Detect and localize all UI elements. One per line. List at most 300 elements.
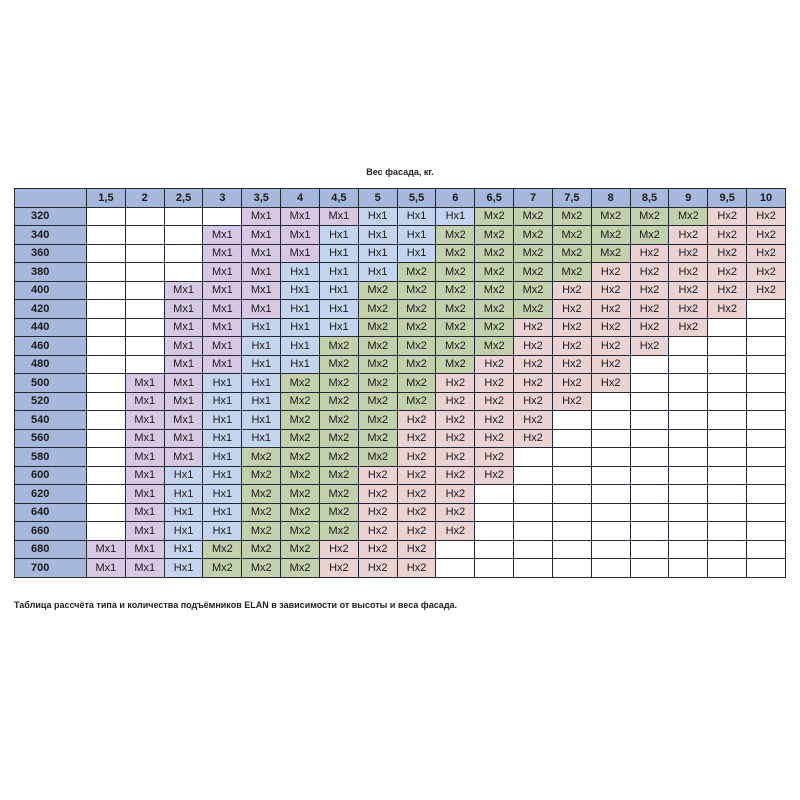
table-cell: Hx2 <box>514 429 553 448</box>
table-row <box>15 244 786 263</box>
table-cell: Hx2 <box>436 448 475 467</box>
table-cell: Hx2 <box>630 337 669 356</box>
table-cell <box>475 559 514 578</box>
row-header: 580 <box>15 448 87 467</box>
table-cell: Hx2 <box>358 503 397 522</box>
table-cell: Mx1 <box>125 485 164 504</box>
table-cell: Hx2 <box>552 355 591 374</box>
column-header: 2,5 <box>164 189 203 208</box>
row-header: 700 <box>15 559 87 578</box>
table-cell <box>87 355 126 374</box>
table-cell: Hx2 <box>630 318 669 337</box>
table-cell: Mx1 <box>164 374 203 393</box>
table-cell: Mx2 <box>397 300 436 319</box>
table-cell: Mx2 <box>242 466 281 485</box>
table-cell: Hx2 <box>397 466 436 485</box>
table-cell: Mx2 <box>281 374 320 393</box>
table-cell: Mx2 <box>475 207 514 226</box>
table-cell <box>630 540 669 559</box>
table-cell: Mx2 <box>475 244 514 263</box>
table-cell: Mx1 <box>164 318 203 337</box>
table-cell: Hx2 <box>591 355 630 374</box>
table-cell <box>591 448 630 467</box>
table-cell <box>708 318 747 337</box>
table-cell: Mx2 <box>552 244 591 263</box>
table-cell: Mx1 <box>164 337 203 356</box>
table-cell <box>552 411 591 430</box>
table-cell: Hx2 <box>397 522 436 541</box>
table-cell <box>708 485 747 504</box>
table-cell: Hx2 <box>397 411 436 430</box>
table-cell: Mx2 <box>475 281 514 300</box>
table-cell <box>164 207 203 226</box>
table-cell <box>125 281 164 300</box>
table-cell <box>747 540 786 559</box>
table-cell <box>475 485 514 504</box>
table-cell: Hx1 <box>319 263 358 282</box>
table-cell <box>514 559 553 578</box>
table-cell <box>630 392 669 411</box>
table-cell: Hx1 <box>203 374 242 393</box>
table-cell: Hx2 <box>436 522 475 541</box>
table-cell: Mx1 <box>164 448 203 467</box>
column-header: 6,5 <box>475 189 514 208</box>
table-row <box>15 448 786 467</box>
table-cell: Hx2 <box>436 503 475 522</box>
table-cell: Hx2 <box>397 429 436 448</box>
table-cell: Hx1 <box>281 337 320 356</box>
table-cell: Mx2 <box>436 318 475 337</box>
table-cell: Mx2 <box>281 392 320 411</box>
table-cell: Hx2 <box>514 355 553 374</box>
table-cell: Mx2 <box>552 263 591 282</box>
table-cell: Hx2 <box>630 281 669 300</box>
row-header: 540 <box>15 411 87 430</box>
column-header: 9,5 <box>708 189 747 208</box>
table-cell: Hx1 <box>242 337 281 356</box>
table-cell: Hx2 <box>591 318 630 337</box>
row-header: 600 <box>15 466 87 485</box>
table-cell: Mx2 <box>281 466 320 485</box>
table-cell: Mx2 <box>630 207 669 226</box>
table-cell: Hx1 <box>203 485 242 504</box>
table-cell: Mx2 <box>242 485 281 504</box>
table-cell: Hx1 <box>319 300 358 319</box>
lift-selection-table <box>14 188 786 578</box>
table-cell <box>669 337 708 356</box>
table-cell: Mx2 <box>319 411 358 430</box>
table-cell <box>591 429 630 448</box>
table-cell: Hx2 <box>552 300 591 319</box>
table-cell <box>591 503 630 522</box>
table-cell <box>669 559 708 578</box>
table-cell: Hx1 <box>242 374 281 393</box>
table-cell: Mx2 <box>358 411 397 430</box>
table-cell <box>475 503 514 522</box>
table-cell: Hx2 <box>591 337 630 356</box>
table-cell: Hx2 <box>708 300 747 319</box>
table-cell: Hx2 <box>630 263 669 282</box>
table-cell: Mx2 <box>358 337 397 356</box>
table-cell <box>436 540 475 559</box>
header-row <box>15 189 786 208</box>
table-cell: Mx1 <box>319 207 358 226</box>
table-cell <box>747 485 786 504</box>
table-cell: Mx1 <box>242 281 281 300</box>
table-cell <box>630 374 669 393</box>
table-cell: Hx2 <box>436 485 475 504</box>
table-cell: Mx2 <box>281 448 320 467</box>
table-cell <box>630 355 669 374</box>
table-cell: Mx2 <box>436 226 475 245</box>
table-cell <box>125 207 164 226</box>
column-header: 5 <box>358 189 397 208</box>
table-cell: Mx2 <box>552 226 591 245</box>
table-cell <box>630 503 669 522</box>
table-cell: Mx1 <box>242 207 281 226</box>
table-cell <box>630 522 669 541</box>
table-cell: Mx1 <box>203 300 242 319</box>
table-cell: Hx2 <box>319 559 358 578</box>
table-cell: Mx1 <box>242 300 281 319</box>
table-cell: Hx2 <box>669 226 708 245</box>
table-cell: Mx2 <box>397 281 436 300</box>
table-cell: Hx2 <box>397 559 436 578</box>
table-cell <box>708 559 747 578</box>
table-cell <box>708 337 747 356</box>
table-cell: Hx2 <box>475 392 514 411</box>
table-row <box>15 355 786 374</box>
table-cell: Mx2 <box>669 207 708 226</box>
table-cell <box>591 392 630 411</box>
table-cell <box>552 559 591 578</box>
table-cell: Mx1 <box>125 429 164 448</box>
table-cell <box>708 411 747 430</box>
table-cell: Hx2 <box>475 429 514 448</box>
table-cell: Hx2 <box>552 392 591 411</box>
table-cell: Hx1 <box>319 244 358 263</box>
table-cell <box>630 559 669 578</box>
table-cell: Mx2 <box>514 226 553 245</box>
table-cell: Hx1 <box>242 429 281 448</box>
row-header: 400 <box>15 281 87 300</box>
table-cell: Hx2 <box>436 429 475 448</box>
table-cell <box>552 466 591 485</box>
column-header: 7 <box>514 189 553 208</box>
table-cell: Hx1 <box>164 559 203 578</box>
table-cell <box>87 411 126 430</box>
table-cell <box>125 337 164 356</box>
table-cell: Hx2 <box>397 485 436 504</box>
table-cell: Hx1 <box>281 355 320 374</box>
table-cell: Mx1 <box>203 318 242 337</box>
table-cell <box>87 503 126 522</box>
table-cell <box>552 485 591 504</box>
table-cell <box>747 318 786 337</box>
table-cell <box>747 559 786 578</box>
table-cell: Mx1 <box>125 540 164 559</box>
table-cell: Mx2 <box>242 448 281 467</box>
table-cell: Hx2 <box>591 374 630 393</box>
table-row <box>15 318 786 337</box>
table-cell <box>591 485 630 504</box>
table-cell: Mx2 <box>475 226 514 245</box>
table-cell: Hx2 <box>669 318 708 337</box>
table-row <box>15 207 786 226</box>
table-cell: Mx2 <box>319 448 358 467</box>
table-cell: Mx2 <box>436 337 475 356</box>
table-cell: Mx1 <box>125 448 164 467</box>
table-cell: Mx1 <box>203 244 242 263</box>
table-cell: Mx2 <box>514 300 553 319</box>
table-cell: Mx2 <box>436 244 475 263</box>
column-header: 4 <box>281 189 320 208</box>
table-cell: Mx1 <box>87 540 126 559</box>
table-cell: Hx2 <box>514 392 553 411</box>
table-cell: Hx2 <box>747 226 786 245</box>
table-cell <box>514 448 553 467</box>
table-cell: Mx2 <box>397 318 436 337</box>
table-cell: Hx2 <box>358 559 397 578</box>
table-cell <box>552 448 591 467</box>
table-cell <box>164 226 203 245</box>
table-cell: Mx2 <box>514 263 553 282</box>
table-cell: Mx2 <box>358 392 397 411</box>
table-cell <box>747 355 786 374</box>
table-cell <box>87 448 126 467</box>
table-cell <box>591 411 630 430</box>
table-cell <box>747 300 786 319</box>
table-cell: Mx2 <box>514 244 553 263</box>
table-caption: Таблица рассчёта типа и количества подъёмников ELAN в зависимости от высоты и веса фасада. <box>14 600 458 610</box>
table-cell: Hx2 <box>475 411 514 430</box>
table-cell: Hx2 <box>358 540 397 559</box>
table-cell: Mx1 <box>125 411 164 430</box>
table-cell: Mx1 <box>203 226 242 245</box>
table-cell: Hx2 <box>630 300 669 319</box>
table-cell: Hx2 <box>514 411 553 430</box>
table-cell: Hx1 <box>436 207 475 226</box>
table-cell <box>87 207 126 226</box>
table-cell <box>591 522 630 541</box>
table-cell: Hx2 <box>669 263 708 282</box>
table-cell: Mx1 <box>125 466 164 485</box>
table-cell: Mx2 <box>242 503 281 522</box>
table-cell: Mx1 <box>164 411 203 430</box>
table-cell: Hx2 <box>591 263 630 282</box>
table-cell: Mx2 <box>358 374 397 393</box>
table-cell: Hx1 <box>203 522 242 541</box>
table-cell: Hx2 <box>747 281 786 300</box>
table-cell: Mx2 <box>358 355 397 374</box>
table-cell <box>747 522 786 541</box>
table-cell <box>87 485 126 504</box>
table-cell: Hx1 <box>319 281 358 300</box>
row-header: 560 <box>15 429 87 448</box>
table-cell: Hx2 <box>669 300 708 319</box>
table-cell <box>747 392 786 411</box>
table-cell <box>669 485 708 504</box>
row-header: 640 <box>15 503 87 522</box>
table-cell: Mx2 <box>203 540 242 559</box>
table-cell: Hx2 <box>747 207 786 226</box>
table-cell <box>87 244 126 263</box>
table-cell: Mx1 <box>281 207 320 226</box>
table-cell: Hx1 <box>164 522 203 541</box>
table-cell <box>87 318 126 337</box>
table-cell: Hx1 <box>281 300 320 319</box>
table-cell: Hx2 <box>552 318 591 337</box>
table-cell <box>87 226 126 245</box>
table-cell: Mx1 <box>164 355 203 374</box>
table-cell <box>747 411 786 430</box>
table-cell: Mx1 <box>203 263 242 282</box>
table-cell <box>203 207 242 226</box>
table-cell: Mx2 <box>281 503 320 522</box>
row-header: 440 <box>15 318 87 337</box>
table-cell <box>436 559 475 578</box>
table-cell <box>87 281 126 300</box>
table-cell: Mx2 <box>552 207 591 226</box>
row-header: 520 <box>15 392 87 411</box>
table-cell: Hx1 <box>242 392 281 411</box>
table-cell: Mx2 <box>436 300 475 319</box>
table-cell <box>669 540 708 559</box>
table-row <box>15 522 786 541</box>
corner-cell <box>15 189 87 208</box>
table-cell: Mx2 <box>436 281 475 300</box>
column-header: 4,5 <box>319 189 358 208</box>
table-cell: Mx1 <box>125 374 164 393</box>
table-cell: Hx2 <box>358 466 397 485</box>
table-cell: Mx2 <box>397 337 436 356</box>
table-cell: Mx2 <box>242 540 281 559</box>
table-cell: Hx1 <box>319 226 358 245</box>
table-cell: Mx2 <box>591 207 630 226</box>
table-cell: Hx1 <box>242 355 281 374</box>
table-cell: Mx2 <box>242 522 281 541</box>
table-cell: Mx2 <box>358 448 397 467</box>
table-cell: Hx1 <box>203 392 242 411</box>
table-cell: Hx2 <box>747 263 786 282</box>
table-cell: Mx2 <box>475 300 514 319</box>
table-cell: Mx2 <box>358 300 397 319</box>
table-cell: Hx1 <box>397 244 436 263</box>
table-cell <box>87 466 126 485</box>
table-cell: Mx1 <box>281 226 320 245</box>
row-header: 420 <box>15 300 87 319</box>
table-cell: Hx1 <box>242 318 281 337</box>
table-cell <box>630 485 669 504</box>
table-cell: Mx2 <box>475 263 514 282</box>
table-cell <box>747 448 786 467</box>
table-cell <box>514 485 553 504</box>
table-cell <box>630 466 669 485</box>
table-cell: Mx1 <box>242 226 281 245</box>
table-cell: Hx2 <box>436 411 475 430</box>
table-cell: Mx2 <box>358 318 397 337</box>
column-header: 3 <box>203 189 242 208</box>
table-cell: Hx1 <box>397 226 436 245</box>
table-cell: Hx2 <box>436 466 475 485</box>
table-row <box>15 411 786 430</box>
table-cell: Mx1 <box>242 263 281 282</box>
row-header: 500 <box>15 374 87 393</box>
table-cell: Mx1 <box>125 559 164 578</box>
table-cell: Mx1 <box>281 244 320 263</box>
table-cell: Mx1 <box>242 244 281 263</box>
table-cell: Mx2 <box>281 429 320 448</box>
table-cell: Hx1 <box>164 466 203 485</box>
column-header: 2 <box>125 189 164 208</box>
row-header: 320 <box>15 207 87 226</box>
table-cell <box>708 540 747 559</box>
table-cell <box>125 244 164 263</box>
table-cell: Hx1 <box>281 281 320 300</box>
column-header: 6 <box>436 189 475 208</box>
row-header: 620 <box>15 485 87 504</box>
table-row <box>15 466 786 485</box>
row-header: 340 <box>15 226 87 245</box>
column-header: 10 <box>747 189 786 208</box>
table-cell: Hx2 <box>708 226 747 245</box>
table-cell <box>591 559 630 578</box>
table-cell <box>747 429 786 448</box>
table-cell: Hx2 <box>708 244 747 263</box>
table-cell <box>552 503 591 522</box>
table-cell: Mx2 <box>319 374 358 393</box>
table-cell <box>669 392 708 411</box>
table-cell: Mx2 <box>514 207 553 226</box>
table-cell <box>708 522 747 541</box>
table-cell: Mx2 <box>475 318 514 337</box>
table-cell: Hx2 <box>591 300 630 319</box>
table-cell: Mx1 <box>125 522 164 541</box>
table-cell: Mx2 <box>397 392 436 411</box>
row-header: 460 <box>15 337 87 356</box>
table-cell: Hx1 <box>319 318 358 337</box>
table-cell: Hx2 <box>397 540 436 559</box>
table-row <box>15 374 786 393</box>
table-cell: Hx2 <box>552 281 591 300</box>
table-cell: Hx1 <box>203 448 242 467</box>
column-header: 3,5 <box>242 189 281 208</box>
table-cell <box>630 411 669 430</box>
table-cell <box>747 374 786 393</box>
table-cell: Mx2 <box>319 485 358 504</box>
table-cell <box>87 392 126 411</box>
table-cell: Hx2 <box>708 263 747 282</box>
table-cell: Mx2 <box>436 355 475 374</box>
table-cell: Hx2 <box>669 244 708 263</box>
table-cell: Mx2 <box>319 466 358 485</box>
table-cell: Mx1 <box>164 281 203 300</box>
table-cell: Hx2 <box>552 374 591 393</box>
table-cell: Hx1 <box>281 263 320 282</box>
table-cell <box>87 522 126 541</box>
table-cell <box>669 411 708 430</box>
table-cell: Mx2 <box>397 263 436 282</box>
table-cell <box>514 466 553 485</box>
table-cell: Mx2 <box>319 392 358 411</box>
table-cell <box>669 503 708 522</box>
table-cell: Hx2 <box>514 374 553 393</box>
table-cell: Hx2 <box>747 244 786 263</box>
table-cell <box>747 337 786 356</box>
table-cell <box>164 263 203 282</box>
table-cell <box>87 263 126 282</box>
table-cell: Mx2 <box>242 559 281 578</box>
